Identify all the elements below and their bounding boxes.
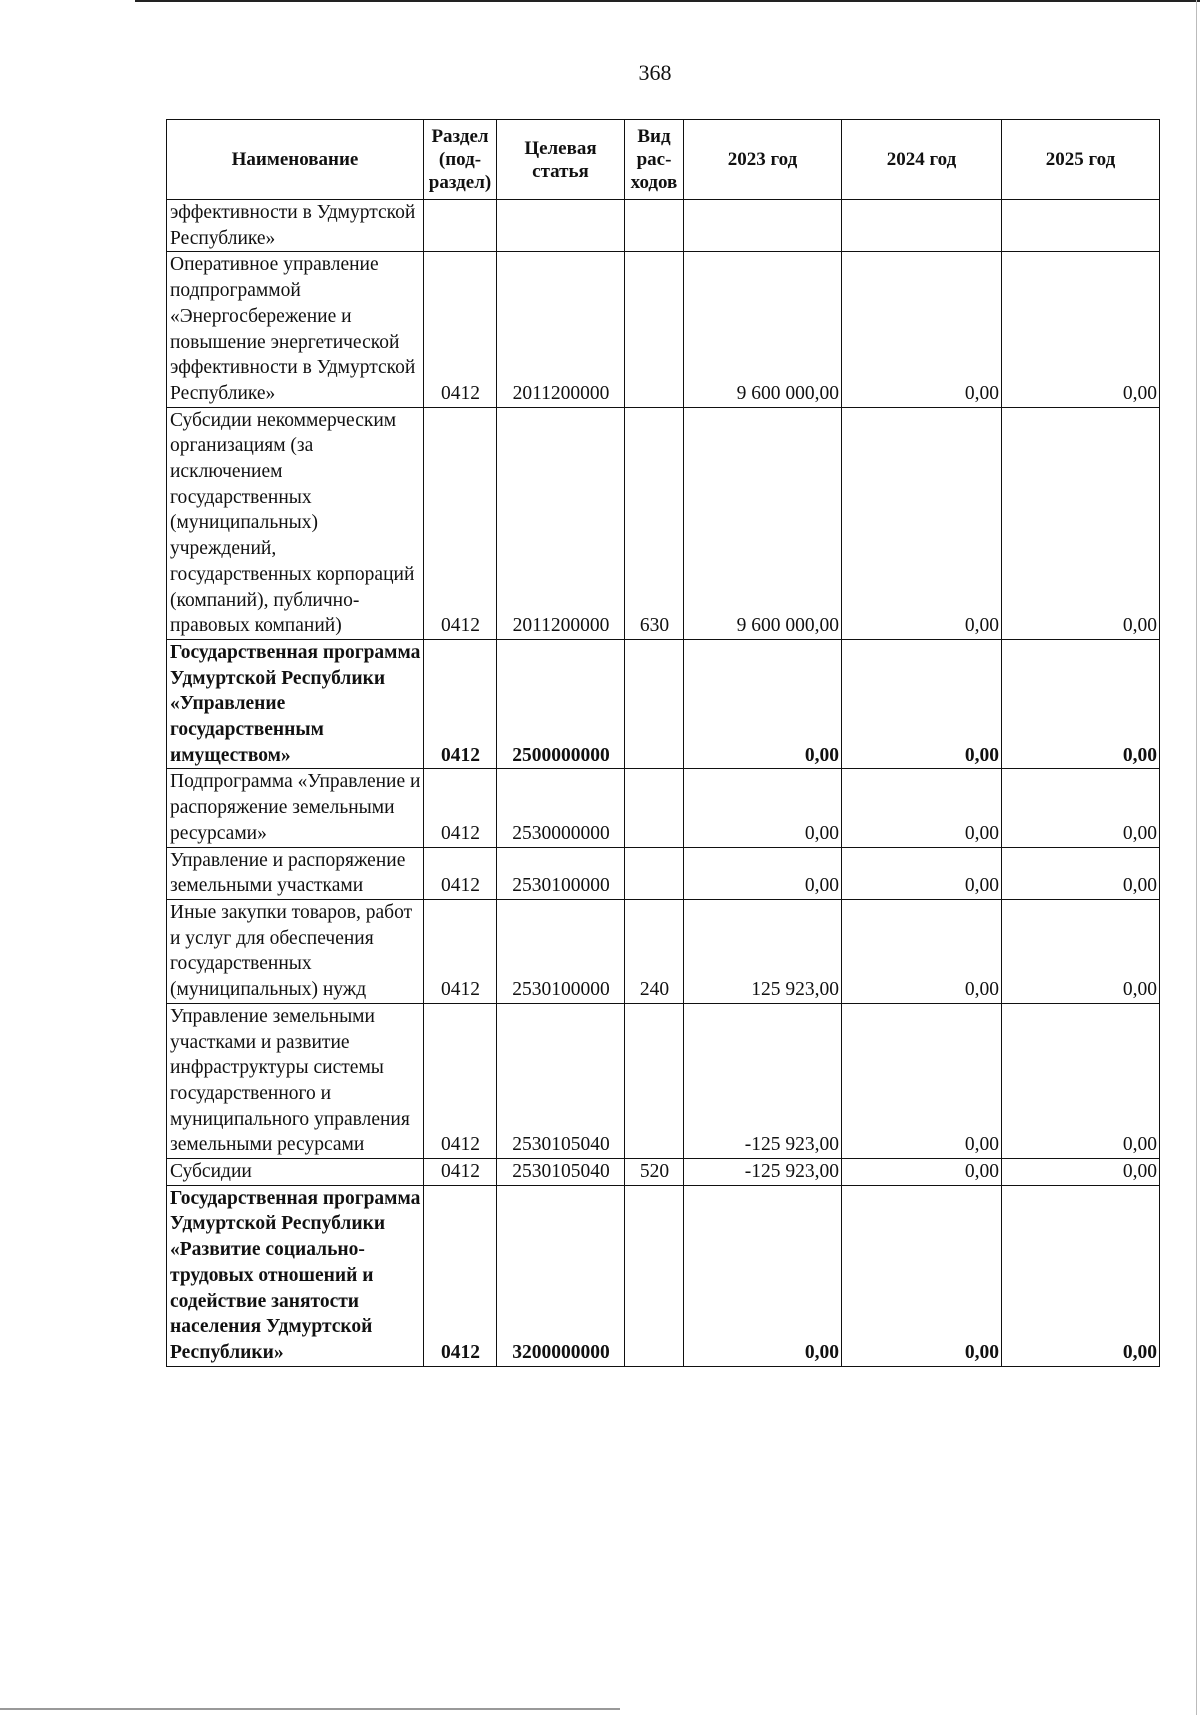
cell-target — [497, 200, 625, 252]
cell-section: 0412 — [424, 1003, 497, 1158]
table-row — [167, 847, 1160, 899]
cell-name: Оперативное управление подпрограммой «Энергосбережение и повышение энергетической эффективности в Удмуртской Республике» — [167, 252, 424, 407]
table-row — [167, 899, 1160, 1003]
cell-expense-type — [625, 769, 684, 847]
table-row — [167, 639, 1160, 769]
cell-2023: -125 923,00 — [684, 1003, 842, 1158]
scan-edge-right — [1196, 0, 1197, 1715]
budget-table — [166, 119, 1160, 1367]
cell-2023: 0,00 — [684, 1185, 842, 1366]
cell-2025 — [1002, 200, 1160, 252]
cell-section: 0412 — [424, 1185, 497, 1366]
cell-target: 2530105040 — [497, 1003, 625, 1158]
cell-2025: 0,00 — [1002, 769, 1160, 847]
cell-2023: 9 600 000,00 — [684, 252, 842, 407]
cell-section — [424, 200, 497, 252]
header-row — [167, 120, 1160, 200]
cell-2025: 0,00 — [1002, 407, 1160, 639]
cell-target: 2530100000 — [497, 847, 625, 899]
cell-expense-type: 630 — [625, 407, 684, 639]
col-header-2024: 2024 год — [842, 120, 1002, 200]
scan-edge-top — [135, 0, 1200, 2]
col-header-expense-type: Вид рас-ходов — [625, 120, 684, 200]
cell-name: Управление и распоряжение земельными участками — [167, 847, 424, 899]
cell-name: Государственная программа Удмуртской Республики «Развитие социально-трудовых отношений и содействие занятости населения Удмуртской Республики» — [167, 1185, 424, 1366]
cell-expense-type — [625, 639, 684, 769]
cell-name: Субсидии — [167, 1159, 424, 1186]
cell-section: 0412 — [424, 899, 497, 1003]
cell-2023 — [684, 200, 842, 252]
cell-target: 2011200000 — [497, 252, 625, 407]
cell-target: 2530105040 — [497, 1159, 625, 1186]
cell-target: 2530000000 — [497, 769, 625, 847]
cell-2024 — [842, 200, 1002, 252]
cell-2025: 0,00 — [1002, 899, 1160, 1003]
col-header-target: Целевая статья — [497, 120, 625, 200]
cell-2023: 0,00 — [684, 847, 842, 899]
table-row — [167, 769, 1160, 847]
cell-2025: 0,00 — [1002, 252, 1160, 407]
cell-expense-type — [625, 847, 684, 899]
table-row — [167, 1003, 1160, 1158]
col-header-2025: 2025 год — [1002, 120, 1160, 200]
cell-section: 0412 — [424, 769, 497, 847]
cell-target: 2530100000 — [497, 899, 625, 1003]
cell-section: 0412 — [424, 847, 497, 899]
table-row — [167, 1185, 1160, 1366]
cell-name: Иные закупки товаров, работ и услуг для обеспечения государственных (муниципальных) нужд — [167, 899, 424, 1003]
cell-2025: 0,00 — [1002, 847, 1160, 899]
cell-name: эффективности в Удмуртской Республике» — [167, 200, 424, 252]
cell-2024: 0,00 — [842, 252, 1002, 407]
cell-2025: 0,00 — [1002, 1159, 1160, 1186]
cell-name: Государственная программа Удмуртской Республики «Управление государственным имуществом» — [167, 639, 424, 769]
cell-2025: 0,00 — [1002, 1185, 1160, 1366]
cell-expense-type — [625, 1185, 684, 1366]
cell-target: 2011200000 — [497, 407, 625, 639]
page-number: 368 — [638, 60, 672, 85]
cell-2024: 0,00 — [842, 847, 1002, 899]
cell-target: 2500000000 — [497, 639, 625, 769]
cell-section: 0412 — [424, 1159, 497, 1186]
scan-edge-bottom — [0, 1708, 620, 1710]
cell-2023: -125 923,00 — [684, 1159, 842, 1186]
cell-2025: 0,00 — [1002, 1003, 1160, 1158]
table-row — [167, 407, 1160, 639]
cell-2024: 0,00 — [842, 407, 1002, 639]
table-body — [167, 200, 1160, 1367]
cell-2023: 9 600 000,00 — [684, 407, 842, 639]
cell-name: Управление земельными участками и развитие инфраструктуры системы государственного и муниципального управления земельными ресурсами — [167, 1003, 424, 1158]
cell-expense-type — [625, 252, 684, 407]
cell-2023: 0,00 — [684, 769, 842, 847]
cell-2024: 0,00 — [842, 639, 1002, 769]
cell-section: 0412 — [424, 407, 497, 639]
cell-2024: 0,00 — [842, 899, 1002, 1003]
cell-2025: 0,00 — [1002, 639, 1160, 769]
cell-2024: 0,00 — [842, 1003, 1002, 1158]
cell-name: Субсидии некоммерческим организациям (за исключением государственных (муниципальных) учреждений, государственных корпораций (компаний), публично-правовых компаний) — [167, 407, 424, 639]
cell-expense-type: 520 — [625, 1159, 684, 1186]
cell-section: 0412 — [424, 639, 497, 769]
col-header-name: Наименование — [167, 120, 424, 200]
table-row — [167, 1159, 1160, 1186]
table-row — [167, 200, 1160, 252]
cell-2023: 0,00 — [684, 639, 842, 769]
cell-expense-type — [625, 1003, 684, 1158]
cell-2024: 0,00 — [842, 769, 1002, 847]
cell-name: Подпрограмма «Управление и распоряжение земельными ресурсами» — [167, 769, 424, 847]
cell-2024: 0,00 — [842, 1185, 1002, 1366]
table-row — [167, 252, 1160, 407]
cell-expense-type: 240 — [625, 899, 684, 1003]
cell-section: 0412 — [424, 252, 497, 407]
cell-target: 3200000000 — [497, 1185, 625, 1366]
cell-2024: 0,00 — [842, 1159, 1002, 1186]
col-header-section: Раздел (под-раздел) — [424, 120, 497, 200]
cell-expense-type — [625, 200, 684, 252]
col-header-2023: 2023 год — [684, 120, 842, 200]
cell-2023: 125 923,00 — [684, 899, 842, 1003]
